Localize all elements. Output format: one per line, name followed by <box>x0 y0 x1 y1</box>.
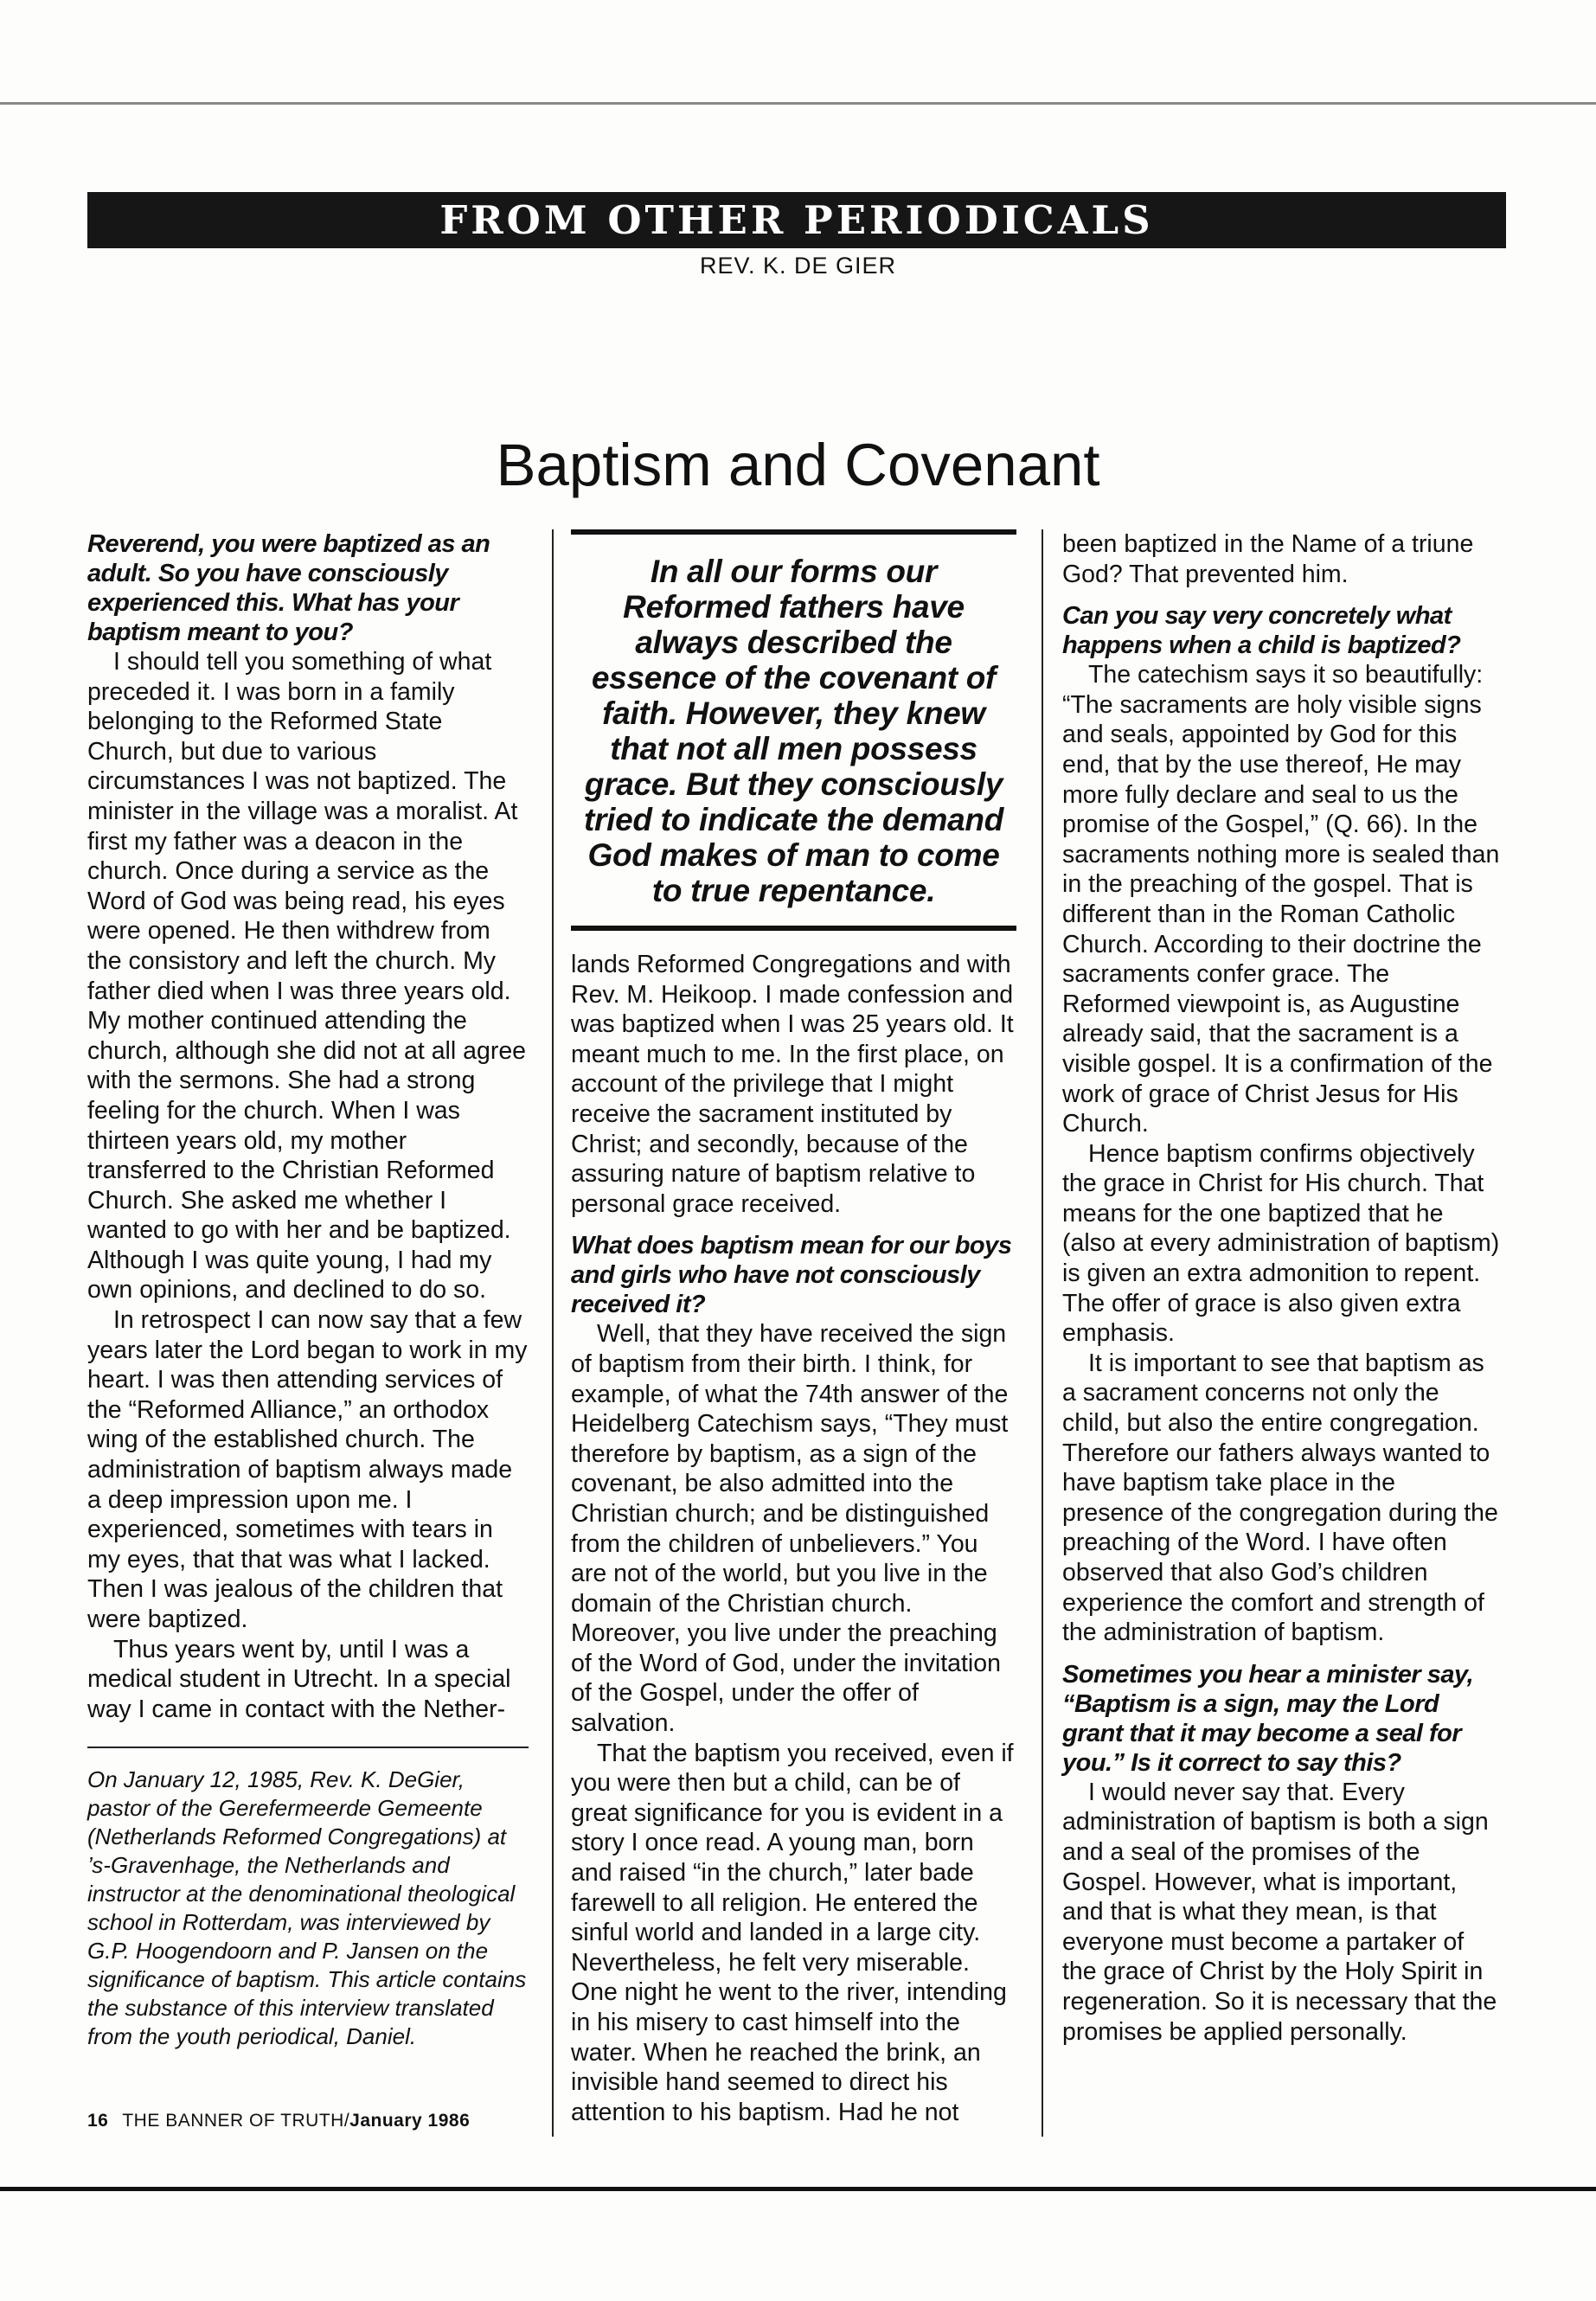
column-divider <box>1042 529 1043 2137</box>
note-rule <box>87 1747 529 1748</box>
page-footer <box>87 2111 484 2131</box>
issue-date: January 1986 <box>349 2111 471 2131</box>
editorial-note: On January 12, 1985, Rev. K. DeGier, pastor of the Gerefermeerde Gemeente (Netherlands Reformed Congregations) at ’s-Gravenhage, the Netherlands and instructor at the denominational theological school in Rotterdam, was interviewed by G.P. Hoogendoorn and P. Jansen on the significance of baptism. This article contains the substance of this interview translated from the youth periodical, Daniel. <box>87 1766 527 2050</box>
page-number: 16 <box>87 2111 109 2131</box>
paragraph: lands Reformed Congregations and with Rev. M. Heikoop. I made confession and was baptized when I was 25 years old. It meant much to me. In the first place, on account of the privilege that I might receive the sacrament instituted by Christ; and secondly, because of the assuring nature of baptism relative to personal grace received. <box>571 951 1014 1218</box>
column-1 <box>87 529 529 2051</box>
paragraph: I should tell you something of what preceded it. I was born in a family belonging to the Reformed State Church, but due to various circumstances I was not baptized. The minister in the village was a moralist. At first my father was a deacon in the church. Once during a service as the Word of God was being read, his eyes were opened. He then withdrew from the consistory and left the church. My father died when I was three years old. My mother continued attending the church, although she did not at all agree with the sermons. She had a strong feeling for the church. When I was thirteen years old, my mother transferred to the Christian Reformed Church. She asked me whether I wanted to go with her and be baptized. Although I was quite young, I had my own opinions, and declined to do so. <box>87 648 527 1304</box>
interview-question: What does baptism mean for our boys and girls who have not consciously received it? <box>571 1232 1012 1319</box>
column-2 <box>571 529 1016 2127</box>
paragraph: It is important to see that baptism as a sacrament concerns not only the child, but also the entire congregation. Therefore our fathers always wanted to have baptism take place in the presence of the congregation during the preaching of the Word. I have often observed that also God’s children experience the comfort and strength of the administration of baptism. <box>1062 1349 1498 1647</box>
publication-name: THE BANNER OF TRUTH/ <box>122 2111 350 2131</box>
paragraph: Hence baptism confirms objectively the grace in Christ for His church. That means for the one baptized that he (also at every administration of baptism) is given an extra admonition to repent. The offer of grace is also given extra emphasis. <box>1062 1139 1500 1348</box>
paragraph: Well, that they have received the sign of baptism from their birth. I think, for example, of what the 74th answer of the Heidelberg Catechism says, “They must therefore by baptism, as a sign of the covenant, be also admitted into the Christian church; and be distinguished from the children of unbelievers.” You are not of the world, but you live in the domain of the Christian church. Moreover, you live under the preaching of the Word of God, under the invitation of the Gospel, under the offer of salvation. <box>571 1320 1009 1738</box>
top-rule <box>0 102 1596 105</box>
pull-quote: In all our forms our Reformed fathers have always described the essence of the covenant of faith. However, they knew that not all men possess grace. But they consciously tried to indicate the demand God makes of man to come to true repentance. <box>571 529 1016 931</box>
author-byline: REV. K. DE GIER <box>699 253 897 279</box>
paragraph: In retrospect I can now say that a few years later the Lord began to work in my heart. I was then attending services of the “Reformed Alliance,” an orthodox wing of the established church. The administration of baptism always made a deep impression upon me. I experienced, sometimes with tears in my eyes, that that was what I lacked. Then I was jealous of the children that were baptized. <box>87 1306 528 1633</box>
column-divider <box>552 529 554 2137</box>
interview-question: Can you say very concretely what happens when a child is baptized? <box>1062 602 1461 660</box>
article-title: Baptism and Covenant <box>496 432 1100 498</box>
section-banner: FROM OTHER PERIODICALS <box>87 192 1506 248</box>
paragraph: I would never say that. Every administration of baptism is both a sign and a seal of the promises of the Gospel. However, what is important, and that is what they mean, is that everyone must become a partaker of the grace of Christ by the Holy Spirit in regeneration. So it is necessary that the promises be applied personally. <box>1062 1778 1497 2046</box>
paragraph: The catechism says it so beautifully: “The sacraments are holy visible signs and seals, appointed by God for this end, that by the use thereof, He may more fully declare and seal to us the promise of the Gospel,” (Q. 66). In the sacraments nothing more is sealed than in the preaching of the gospel. That is different than in the Roman Catholic Church. According to their doctrine the sacraments confer grace. The Reformed viewpoint is, as Augustine already said, that the sacrament is a visible gospel. It is a confirmation of the work of grace of Christ Jesus for His Church. <box>1062 661 1500 1138</box>
bottom-rule <box>0 2187 1596 2191</box>
paragraph: been baptized in the Name of a triune God? That prevented him. <box>1062 530 1474 588</box>
paragraph: That the baptism you received, even if you were then but a child, can be of great significance for you is evident in a story I once read. A young man, born and raised “in the church,” later bade farewell to all religion. He entered the sinful world and landed in a large city. Nevertheless, he felt very miserable. One night he went to the river, intending in his misery to cast himself into the water. When he reached the brink, an invisible hand seemed to direct his attention to his baptism. Had he not <box>571 1739 1014 2126</box>
interview-question: Reverend, you were baptized as an adult. So you have consciously experienced this. What has your baptism meant to you? <box>87 530 490 646</box>
paragraph: Thus years went by, until I was a medical student in Utrecht. In a special way I came in contact with the Nether- <box>87 1635 511 1723</box>
column-3 <box>1062 529 1503 2047</box>
interview-question: Sometimes you hear a minister say, “Baptism is a sign, may the Lord grant that it may become a seal for you.” Is it correct to say this? <box>1062 1660 1474 1777</box>
